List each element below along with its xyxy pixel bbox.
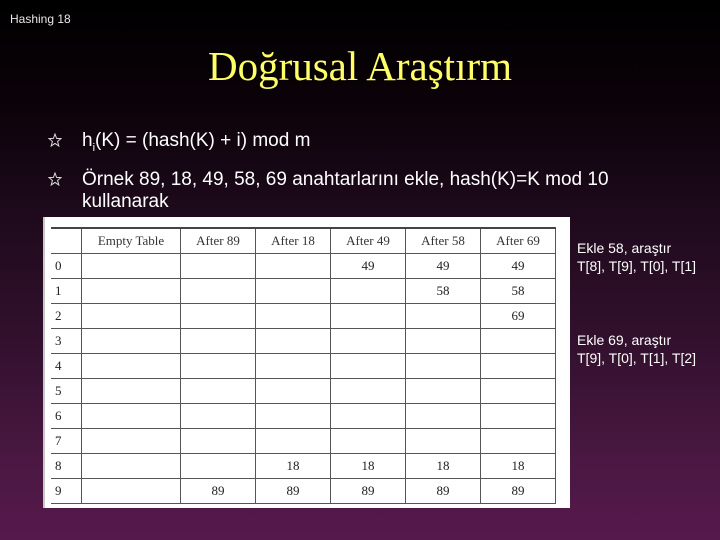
formula-rest: (K) = (hash(K) + i) mod m	[95, 130, 311, 151]
table-cell	[181, 429, 256, 454]
hash-table	[51, 227, 556, 504]
table-cell	[481, 354, 556, 379]
slot-index-cell: 2	[51, 304, 82, 329]
table-row	[51, 304, 556, 329]
table-cell	[256, 254, 331, 279]
table-cell	[82, 404, 181, 429]
table-cell: 89	[181, 479, 256, 504]
table-cell: 18	[481, 454, 556, 479]
table-cell	[331, 429, 406, 454]
table-cell	[181, 304, 256, 329]
table-cell	[82, 429, 181, 454]
table-cell	[181, 329, 256, 354]
table-cell: 49	[406, 254, 481, 279]
formula-h: h	[82, 130, 93, 151]
table-cell	[82, 304, 181, 329]
table-cell: 49	[481, 254, 556, 279]
probe-note-line: Ekle 58, araştır	[577, 240, 672, 256]
star-bullet-icon	[48, 172, 62, 186]
slot-index-cell: 9	[51, 479, 82, 504]
table-cell: 18	[256, 454, 331, 479]
table-cell	[331, 354, 406, 379]
table-header-cell: After 58	[406, 228, 481, 254]
table-cell	[256, 279, 331, 304]
table-cell	[256, 379, 331, 404]
table-cell	[82, 454, 181, 479]
table-cell	[256, 329, 331, 354]
table-cell	[481, 379, 556, 404]
table-cell	[256, 354, 331, 379]
table-cell: 58	[481, 279, 556, 304]
table-header-cell: After 49	[331, 228, 406, 254]
bullet-example	[48, 169, 688, 213]
star-bullet-icon	[48, 133, 62, 147]
table-header-cell: Empty Table	[82, 228, 181, 254]
table-row	[51, 454, 556, 479]
table-cell	[331, 279, 406, 304]
probe-note-58	[577, 239, 696, 275]
table-cell	[256, 404, 331, 429]
table-cell: 69	[481, 304, 556, 329]
table-cell	[481, 404, 556, 429]
table-cell: 89	[331, 479, 406, 504]
table-row	[51, 354, 556, 379]
table-cell	[82, 479, 181, 504]
probe-note-line: T[9], T[0], T[1], T[2]	[577, 350, 697, 366]
table-cell	[181, 404, 256, 429]
table-cell	[82, 279, 181, 304]
table-cell: 89	[406, 479, 481, 504]
table-cell	[406, 404, 481, 429]
table-cell: 89	[256, 479, 331, 504]
table-cell: 58	[406, 279, 481, 304]
slot-index-cell: 4	[51, 354, 82, 379]
table-row	[51, 279, 556, 304]
slot-index-cell: 0	[51, 254, 82, 279]
slot-index-cell: 3	[51, 329, 82, 354]
slide-title: Doğrusal Araştırm	[207, 43, 513, 89]
bullet-list	[48, 130, 688, 223]
table-cell: 89	[481, 479, 556, 504]
slide-header-label: Hashing 18	[10, 12, 71, 26]
slot-index-cell: 7	[51, 429, 82, 454]
table-cell	[181, 254, 256, 279]
slot-index-cell: 5	[51, 379, 82, 404]
table-cell	[331, 379, 406, 404]
table-body	[51, 254, 556, 504]
table-cell: 18	[331, 454, 406, 479]
table-cell: 49	[331, 254, 406, 279]
table-cell	[406, 379, 481, 404]
table-cell	[406, 354, 481, 379]
table-cell	[181, 379, 256, 404]
table-cell	[406, 429, 481, 454]
table-cell	[256, 429, 331, 454]
table-header-row	[51, 228, 556, 254]
table-header-cell: After 89	[181, 228, 256, 254]
hash-table-image	[43, 217, 570, 508]
probe-note-line: T[8], T[9], T[0], T[1]	[577, 258, 697, 274]
table-cell	[82, 354, 181, 379]
table-row	[51, 429, 556, 454]
table-cell	[82, 379, 181, 404]
table-cell: 18	[406, 454, 481, 479]
table-header-cell: After 18	[256, 228, 331, 254]
slot-index-cell: 1	[51, 279, 82, 304]
probe-note-69	[577, 331, 696, 367]
table-cell	[406, 329, 481, 354]
table-cell	[331, 304, 406, 329]
table-row	[51, 254, 556, 279]
formula-subscript: i	[92, 141, 96, 154]
slot-index-cell: 6	[51, 404, 82, 429]
table-row	[51, 379, 556, 404]
table-cell	[331, 329, 406, 354]
table-row	[51, 404, 556, 429]
table-row	[51, 329, 556, 354]
example-text: Örnek 89, 18, 49, 58, 69 anahtarlarını ekle, hash(K)=K mod 10 kullanarak	[82, 168, 609, 212]
table-cell	[181, 354, 256, 379]
table-cell	[82, 254, 181, 279]
table-cell	[481, 429, 556, 454]
table-cell	[481, 329, 556, 354]
table-cell	[181, 279, 256, 304]
table-cell	[256, 304, 331, 329]
table-cell	[406, 304, 481, 329]
table-cell	[181, 454, 256, 479]
table-cell	[331, 404, 406, 429]
probe-note-line: Ekle 69, araştır	[577, 332, 672, 348]
table-header-cell: After 69	[481, 228, 556, 254]
bullet-formula	[48, 130, 688, 159]
table-header-cell	[51, 228, 82, 254]
table-row	[51, 479, 556, 504]
slot-index-cell: 8	[51, 454, 82, 479]
table-cell	[82, 329, 181, 354]
